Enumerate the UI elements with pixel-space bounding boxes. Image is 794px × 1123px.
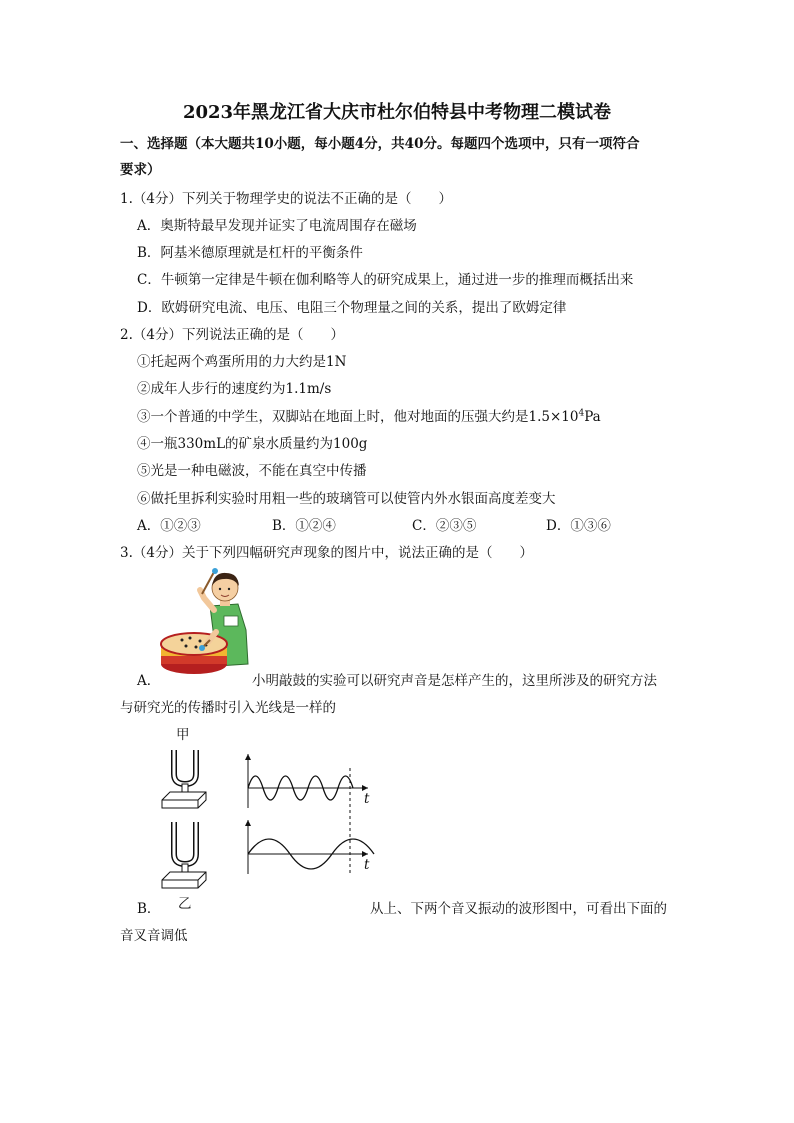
axis-t-bottom: t (364, 857, 370, 873)
q3-option-b-text-line1: 从上、下两个音叉振动的波形图中，可看出下面的 (370, 901, 667, 917)
q1-stem: 1.（4分）下列关于物理学史的说法不正确的是（ ） (120, 191, 452, 207)
section-heading-line1: 一、选择题（本大题共10小题，每小题4分，共40分。每题四个选项中，只有一项符合 (120, 136, 640, 152)
fig-label-jia: 甲 (176, 727, 190, 743)
q2-item-3 (137, 408, 601, 426)
q2-item-6: ⑥做托里拆利实验时用粗一些的玻璃管可以使管内外水银面高度差变大 (137, 491, 556, 507)
tuning-fork-bottom (160, 818, 210, 888)
q2-option-a: A．①②③ (137, 518, 201, 534)
q3-option-a-text-line2: 与研究光的传播时引入光线是一样的 (120, 700, 336, 716)
q2-item-3-unit: Pa (584, 409, 601, 425)
q1-option-d: D．欧姆研究电流、电压、电阻三个物理量之间的关系，提出了欧姆定律 (137, 300, 567, 316)
q2-item-3-exponent: 4 (578, 408, 585, 419)
q3-option-a-text-line1: 小明敲鼓的实验可以研究声音是怎样产生的，这里所涉及的研究方法 (252, 673, 657, 689)
page-title: 2023年黑龙江省大庆市杜尔伯特县中考物理二模试卷 (182, 102, 612, 123)
q2-item-3-text: ③一个普通的中学生，双脚站在地面上时，他对地面的压强大约是1.5×10 (137, 409, 579, 425)
drum-boy-illustration (158, 568, 258, 678)
q2-item-2: ②成年人步行的速度约为1.1m/s (137, 381, 332, 397)
q2-item-5: ⑤光是一种电磁波，不能在真空中传播 (137, 463, 367, 479)
q3-option-b-text-line2: 音叉音调低 (120, 928, 188, 944)
q1-option-b: B．阿基米德原理就是杠杆的平衡条件 (137, 245, 363, 261)
tuning-fork-top (160, 746, 210, 808)
waveform-graphs (236, 748, 376, 878)
q3-option-a-label: A． (137, 673, 161, 689)
q2-item-1: ①托起两个鸡蛋所用的力大约是1N (137, 354, 347, 370)
q1-option-c: C．牛顿第一定律是牛顿在伽利略等人的研究成果上，通过进一步的推理而概括出来 (137, 272, 634, 288)
section-heading-line2: 要求） (120, 162, 161, 178)
q2-option-d: D．①③⑥ (546, 518, 611, 534)
q3-stem: 3.（4分）关于下列四幅研究声现象的图片中，说法正确的是（ ） (120, 545, 533, 561)
q2-item-4: ④一瓶330mL的矿泉水质量约为100g (137, 436, 368, 452)
q1-option-a: A．奥斯特最早发现并证实了电流周围存在磁场 (137, 218, 417, 234)
fig-label-yi: 乙 (178, 896, 192, 912)
q2-stem: 2.（4分）下列说法正确的是（ ） (120, 327, 344, 343)
q2-option-b: B．①②④ (272, 518, 336, 534)
axis-t-top: t (364, 791, 370, 807)
q2-option-c: C．②③⑤ (412, 518, 477, 534)
q3-option-b-label: B． (137, 901, 161, 917)
